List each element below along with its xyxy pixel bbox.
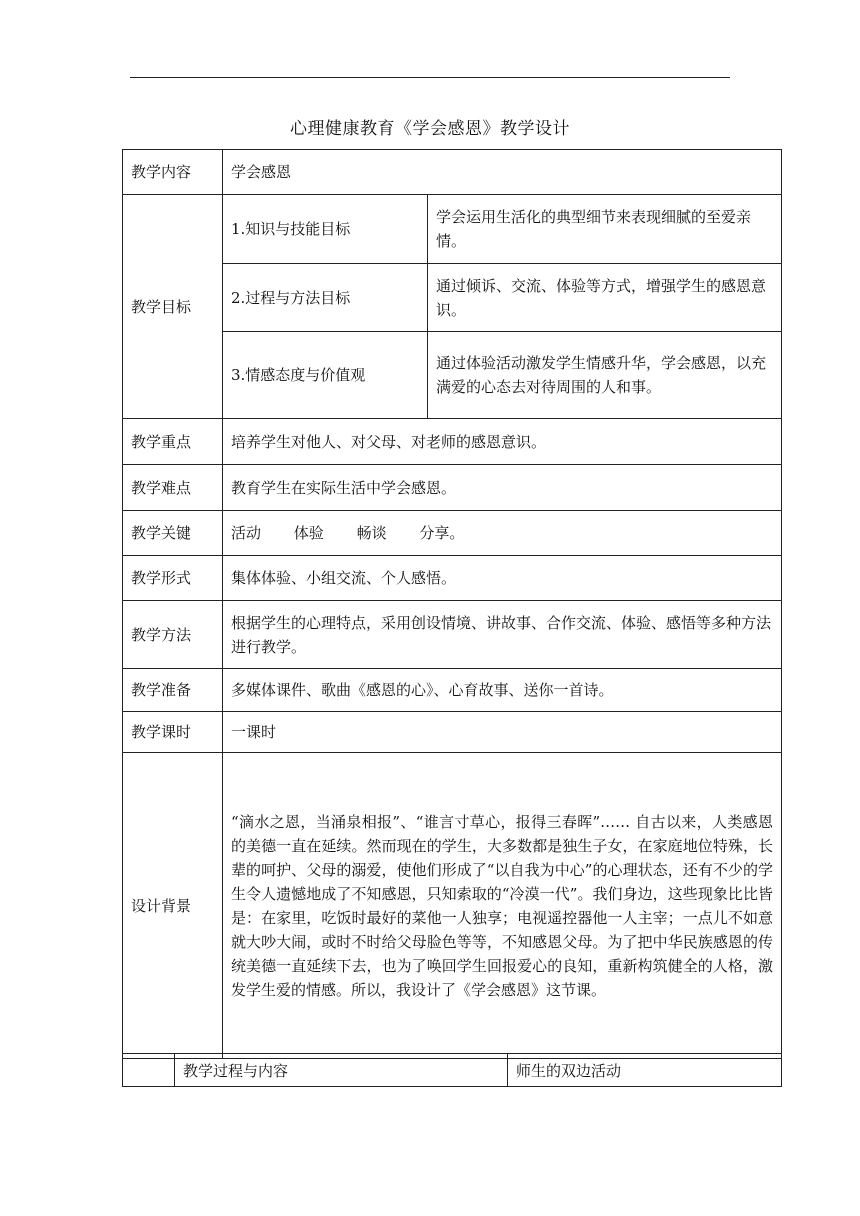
row-hours bbox=[123, 712, 782, 753]
value-difficulty: 教育学生在实际生活中学会感恩。 bbox=[223, 465, 782, 511]
key-word-2: 体验 bbox=[293, 524, 324, 542]
label-hours: 教学课时 bbox=[123, 712, 223, 753]
row-form bbox=[123, 556, 782, 601]
label-key-point: 教学重点 bbox=[123, 419, 223, 465]
goal-desc-2: 通过倾诉、交流、体验等方式，增强学生的感恩意识。 bbox=[428, 264, 782, 332]
key-word-4: 分享。 bbox=[419, 524, 465, 542]
header-rule bbox=[130, 77, 730, 78]
value-content: 学会感恩 bbox=[223, 150, 782, 195]
row-background bbox=[123, 753, 782, 1059]
header-teacher-student-activity: 师生的双边活动 bbox=[508, 1054, 782, 1087]
key-word-1: 活动 bbox=[231, 524, 262, 542]
label-key: 教学关键 bbox=[123, 511, 223, 556]
label-goals: 教学目标 bbox=[123, 195, 223, 419]
row-goal-1 bbox=[123, 195, 782, 264]
value-background: “滴水之恩，当涌泉相报”、“谁言寸草心，报得三春晖”…… 自古以来，人类感恩的美德一直在延续。然而现在的学生，大多数都是独生子女，在家庭地位特殊，长辈的呵护、父母的溺爱，使他们形成了“以自我为中心”的心理状态，还有不少的学生令人遗憾地成了不知感恩，只知索取的“冷漠一代”。我们身边，这些现象比比皆是：在家里，吃饭时最好的菜他一人独享；电视遥控器他一人主宰；一点儿不如意就大吵大闹，或时不时给父母脸色等等，不知感恩父母。为了把中华民族感恩的传统美德一直延续下去，也为了唤回学生回报爱心的良知，重新构筑健全的人格，激发学生爱的情感。所以，我设计了《学会感恩》这节课。 bbox=[223, 753, 782, 1059]
value-key bbox=[223, 511, 782, 556]
document-title: 心理健康教育《学会感恩》教学设计 bbox=[290, 119, 570, 139]
process-header-row bbox=[123, 1054, 782, 1087]
goal-name-2: 2.过程与方法目标 bbox=[223, 264, 428, 332]
goal-name-3: 3.情感态度与价值观 bbox=[223, 332, 428, 419]
key-word-3: 畅谈 bbox=[356, 524, 387, 542]
label-prep: 教学准备 bbox=[123, 669, 223, 712]
process-header-table bbox=[122, 1053, 782, 1087]
lesson-plan-table bbox=[122, 149, 782, 1059]
row-key-point bbox=[123, 419, 782, 465]
label-method: 教学方法 bbox=[123, 601, 223, 669]
goal-name-1: 1.知识与技能目标 bbox=[223, 195, 428, 264]
blank-cell bbox=[123, 1054, 175, 1087]
value-form: 集体体验、小组交流、个人感悟。 bbox=[223, 556, 782, 601]
row-key bbox=[123, 511, 782, 556]
label-background: 设计背景 bbox=[123, 753, 223, 1059]
value-key-point: 培养学生对他人、对父母、对老师的感恩意识。 bbox=[223, 419, 782, 465]
value-hours: 一课时 bbox=[223, 712, 782, 753]
value-prep: 多媒体课件、歌曲《感恩的心》、心育故事、送你一首诗。 bbox=[223, 669, 782, 712]
header-process-content: 教学过程与内容 bbox=[175, 1054, 508, 1087]
row-prep bbox=[123, 669, 782, 712]
goal-desc-3: 通过体验活动激发学生情感升华，学会感恩，以充满爱的心态去对待周围的人和事。 bbox=[428, 332, 782, 419]
row-content bbox=[123, 150, 782, 195]
label-difficulty: 教学难点 bbox=[123, 465, 223, 511]
label-content: 教学内容 bbox=[123, 150, 223, 195]
label-form: 教学形式 bbox=[123, 556, 223, 601]
row-method bbox=[123, 601, 782, 669]
goal-desc-1: 学会运用生活化的典型细节来表现细腻的至爱亲情。 bbox=[428, 195, 782, 264]
value-method: 根据学生的心理特点，采用创设情境、讲故事、合作交流、体验、感悟等多种方法进行教学。 bbox=[223, 601, 782, 669]
row-difficulty bbox=[123, 465, 782, 511]
